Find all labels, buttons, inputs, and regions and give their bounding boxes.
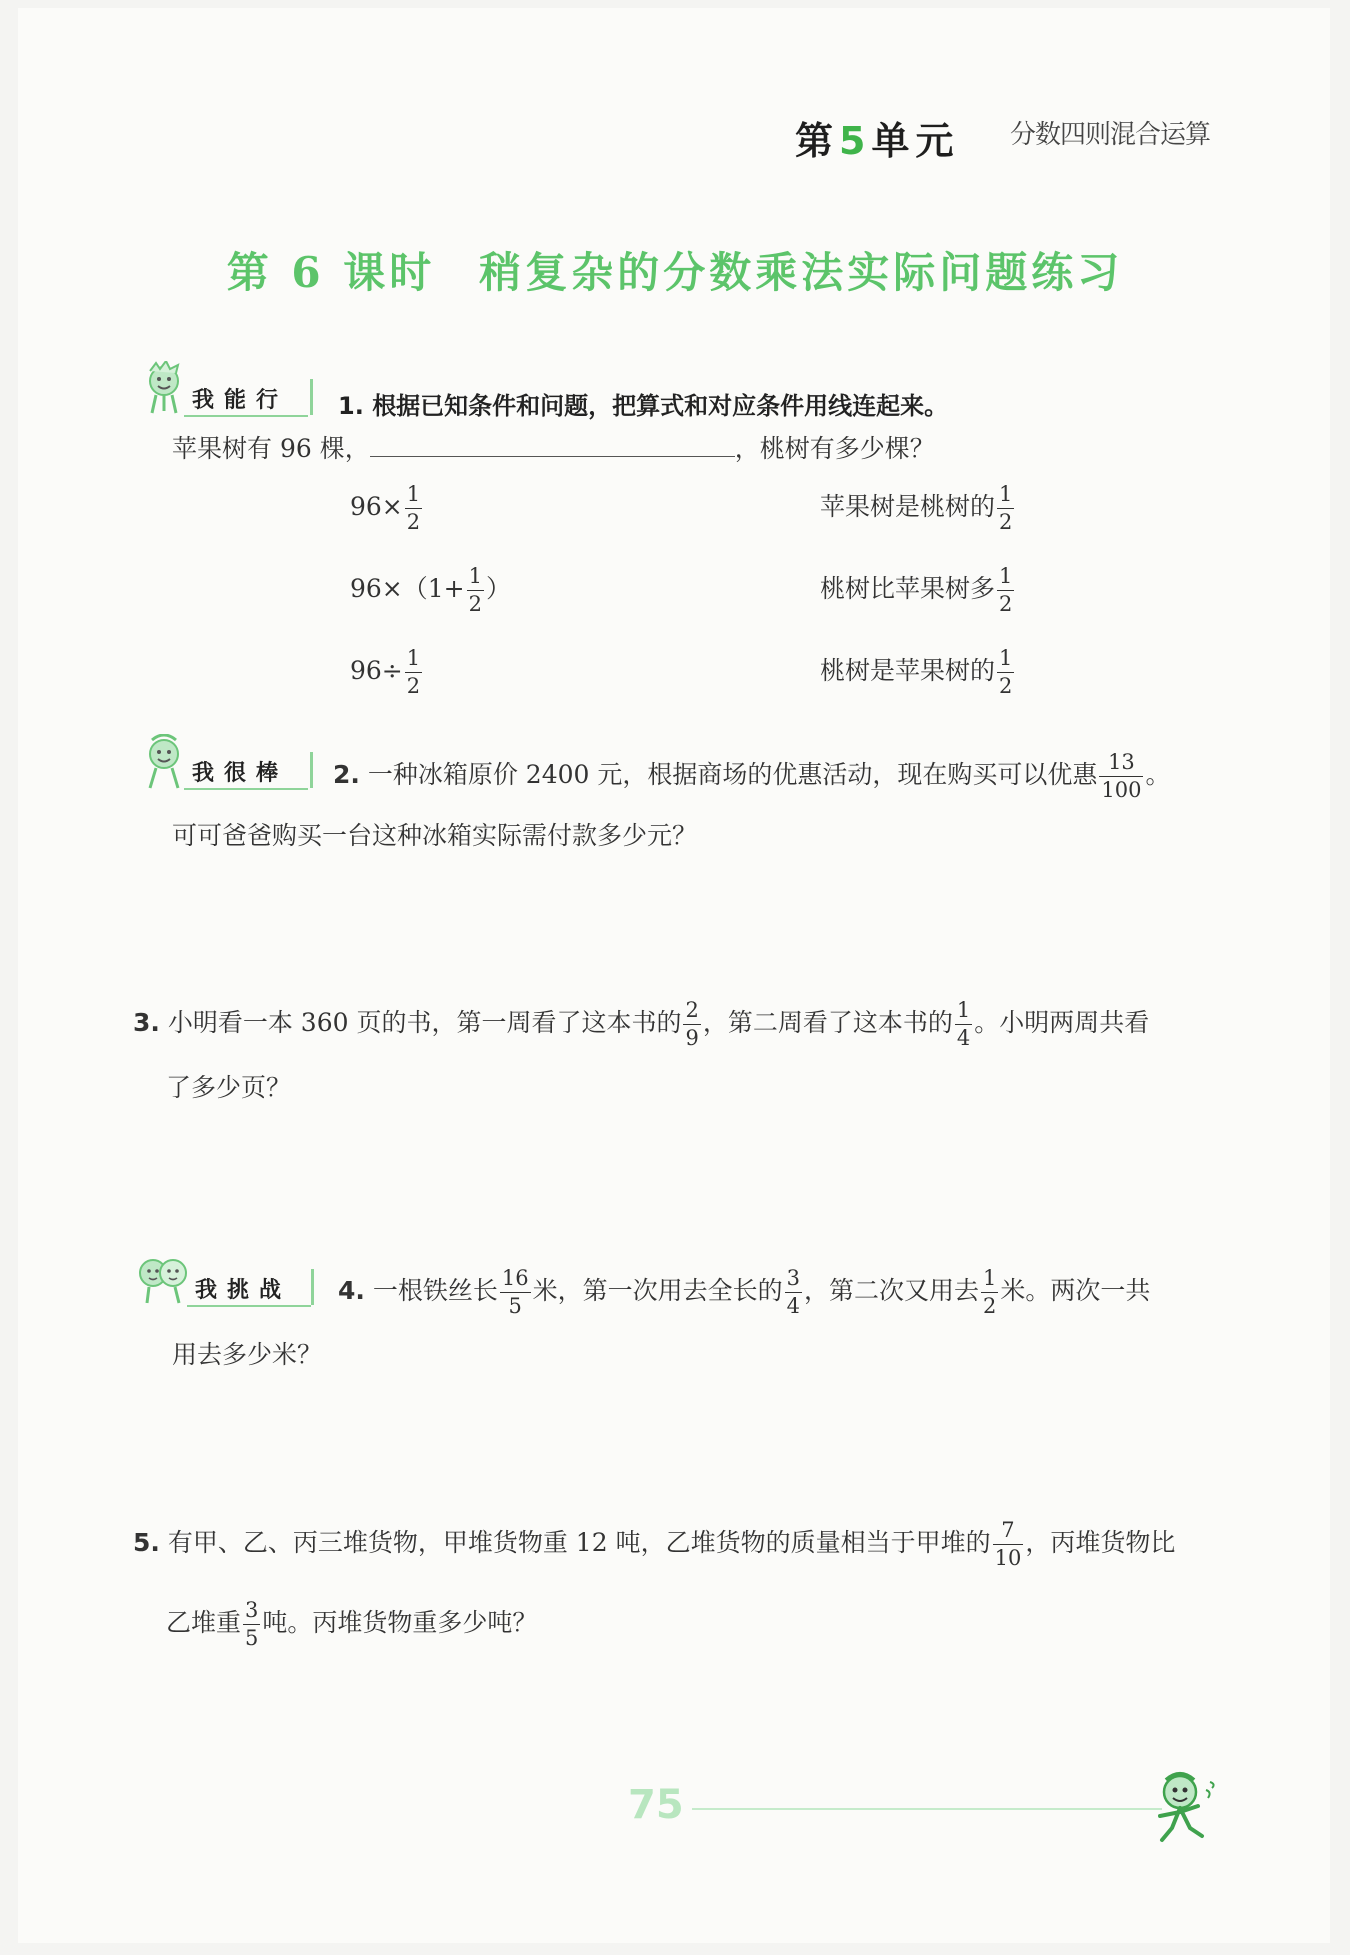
lesson-number: 第 6 课时 <box>226 248 436 297</box>
q1-answer-blank[interactable] <box>370 434 735 457</box>
q2-text: 2. 一种冰箱原价 2400 元，根据商场的优惠活动，现在购买可以优惠 $\frac{13}{100}$ 。 <box>333 750 1171 802</box>
page-number: 75 <box>628 1782 684 1828</box>
running-mascot-icon <box>1150 1770 1220 1850</box>
q2-question: 可可爸爸购买一台这种冰箱实际需付款多少元？ <box>172 821 698 850</box>
mascot-icon <box>140 734 188 794</box>
q3-question: 了多少页？ <box>166 1073 292 1102</box>
q1-prompt: 1. 根据已知条件和问题，把算式和对应条件用线连起来。 <box>338 392 949 420</box>
q1-sentence: 苹果树有 96 棵， ，桃树有多少棵？ <box>172 434 935 463</box>
q3-text: 3. 小明看一本 360 页的书，第一周看了这本书的 $\frac{2}{9}$ ，第二周看了这本书的 $\frac{1}{4}$ 。小明两周共看 <box>133 998 1150 1050</box>
q1-right-cond-2[interactable]: 桃树比苹果树多 $\frac{1}{2}$ <box>820 564 1013 616</box>
q5-question: 乙堆重 $\frac{3}{5}$ 吨。丙堆货物重多少吨？ <box>166 1598 538 1650</box>
lesson-title <box>0 240 1350 300</box>
unit-subtitle: 分数四则混合运算 <box>1010 120 1211 150</box>
footer-divider <box>692 1808 1162 1810</box>
badge-label: 我很棒 <box>192 761 289 786</box>
q1-left-expr-2[interactable]: 96×（1+ $\frac{1}{2}$ ） <box>350 564 512 616</box>
q4-question: 用去多少米？ <box>172 1340 323 1369</box>
unit-label: 第5单元 <box>795 119 960 163</box>
mascot-icon <box>140 361 188 421</box>
q5-text: 5. 有甲、乙、丙三堆货物，甲堆货物重 12 吨，乙堆货物的质量相当于甲堆的 $\frac{7}{10}$ ，丙堆货物比 <box>133 1518 1176 1570</box>
badge-label: 我挑战 <box>195 1278 292 1303</box>
q1-right-cond-1[interactable]: 苹果树是桃树的 $\frac{1}{2}$ <box>820 482 1013 534</box>
q4-text: 4. 一根铁丝长 $\frac{16}{5}$ 米，第一次用去全长的 $\frac{3}{4}$ ，第二次又用去 $\frac{1}{2}$ 米。两次一共 <box>338 1266 1151 1318</box>
q1-right-cond-3[interactable]: 桃树是苹果树的 $\frac{1}{2}$ <box>820 646 1013 698</box>
q1-left-expr-1[interactable]: 96× $\frac{1}{2}$ <box>350 482 421 534</box>
unit-number: 5 <box>839 119 872 163</box>
badge-label: 我能行 <box>192 388 289 413</box>
q1-left-expr-3[interactable]: 96÷ $\frac{1}{2}$ <box>350 646 421 698</box>
lesson-name: 稍复杂的分数乘法实际问题练习 <box>479 248 1124 297</box>
two-kids-icon <box>135 1251 191 1311</box>
